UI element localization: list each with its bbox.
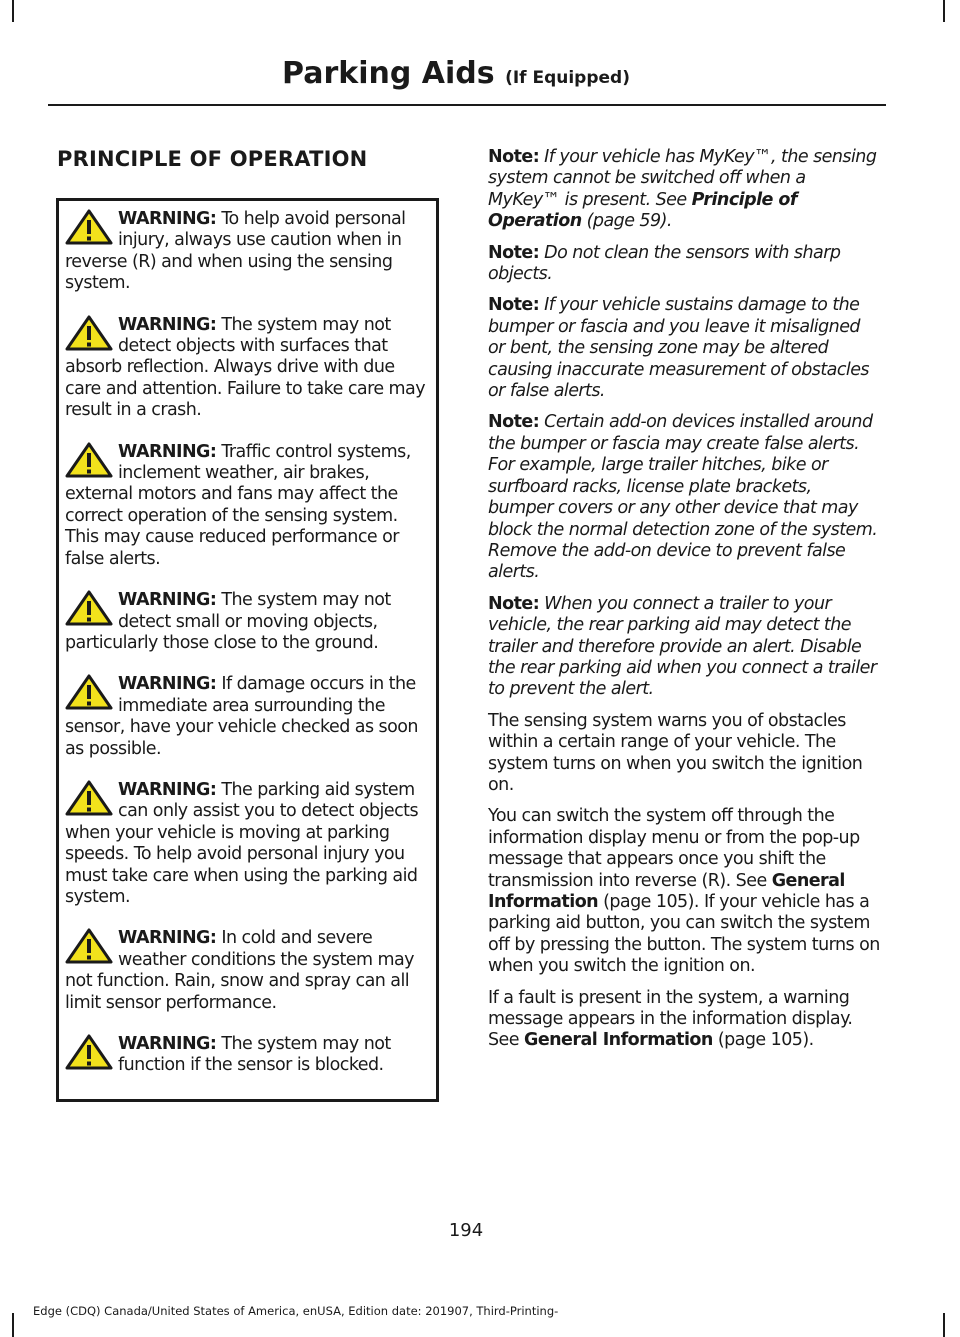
warning-text: The system may not detect small or moving objects, particularly those close to the ground. [65,590,391,653]
warning-text: The system may not detect objects with surfaces that absorb reflection. Always drive with due care and attention. Failure to take care may result in a crash. [65,314,426,421]
body-text: If a fault is present in the system, a warning message appears in the information display. See [488,987,853,1051]
note-text: If your vehicle sustains damage to the bumper or fascia and you leave it misaligned or bent, the sensing zone may be altered causing inaccurate measurement of obstacles or false alerts. [488,295,870,402]
page-number: 194 [448,1220,484,1241]
warning-text: To help avoid personal injury, always use caution when in reverse (R) and when using the sensing system. [65,209,406,294]
body-paragraph [488,988,880,1052]
warning-label: WARNING: [118,779,217,800]
warning-triangle-icon [65,780,113,816]
note-label: Note: [488,412,540,433]
warning-item [65,315,432,422]
warning-triangle-icon [65,315,113,351]
note-label: Note: [488,242,540,263]
cross-reference-link[interactable]: Principle of Operation [488,189,797,232]
warning-triangle-icon [65,928,113,964]
right-column [488,147,880,1062]
warning-item [65,209,432,295]
note-text: Certain add-on devices installed around the bumper or fascia may create false alerts. For example, large trailer hitches, bike or surfboard racks, license plate brackets, bumper covers or any other device that may block the normal detection zone of the system. Remove the add-on device to prevent false alerts. [488,412,878,583]
body-paragraph: The sensing system warns you of obstacles within a certain range of your vehicle. The system turns on when you switch the ignition on. [488,710,863,795]
warning-box [56,198,439,1102]
warning-text: The system may not function if the sensor is blocked. [118,1034,391,1076]
warning-triangle-icon [65,674,113,710]
note-label: Note: [488,593,540,614]
warning-label: WARNING: [118,441,217,462]
body-text: (page 105). [717,1030,814,1051]
crop-mark [943,0,945,22]
warning-triangle-icon [65,590,113,626]
note-label: Note: [488,295,540,316]
warning-text: The parking aid system can only assist you to detect objects when your vehicle is moving at parking speeds. To help avoid personal injury you must take care when using the parking aid system. [65,779,419,907]
crop-mark [943,1313,945,1337]
warning-triangle-icon [65,1034,113,1070]
note-paragraph [488,295,880,402]
cross-reference-link[interactable]: General Information [524,1030,713,1051]
body-paragraph [488,806,880,977]
note-text: When you connect a trailer to your vehicle, the rear parking aid may detect the trailer and therefore provide an alert. Disable the rear parking aid when you connect a trailer to prevent the alert. [488,593,877,700]
warning-text: If damage occurs in the immediate area surrounding the sensor, have your vehicle checked as soon as possible. [65,674,418,759]
warning-label: WARNING: [118,674,217,695]
note-label: Note: [488,147,540,167]
note-text: Do not clean the sensors with sharp objects. [488,242,841,285]
crop-mark [12,0,14,22]
section-heading: PRINCIPLE OF OPERATION [57,147,368,171]
warning-triangle-icon [65,209,113,245]
note-text: If your vehicle has MyKey™, the sensing system cannot be switched off when a MyKey™ is present. See [488,147,877,210]
body-text: (page 105). If your vehicle has a parking aid button, you can switch the system off by pressing the button. The system turns on when you switch the ignition on. [488,892,880,977]
body-text: You can switch the system off through the information display menu or from the pop-up message that appears once you shift the transmission into reverse (R). See [488,806,860,891]
note-paragraph [488,243,880,286]
note-paragraph [488,594,880,701]
warning-label: WARNING: [118,209,217,229]
note-paragraph [488,412,880,583]
cross-reference-link[interactable]: General Information [488,870,845,912]
warning-label: WARNING: [118,1034,217,1054]
warning-label: WARNING: [118,928,217,949]
page-title [282,56,630,91]
chapter-subtitle: (If Equipped) [505,68,630,88]
note-paragraph [488,147,880,233]
warning-item [65,590,432,654]
warning-label: WARNING: [118,590,217,611]
warning-item [65,928,432,1014]
warning-label: WARNING: [118,314,217,335]
warning-item [65,780,432,908]
warning-item [65,442,432,570]
chapter-title: Parking Aids [282,56,495,91]
warning-item [65,1034,432,1077]
warning-item [65,674,432,760]
crop-mark [12,1313,14,1337]
warning-text: Traffic control systems, inclement weather, air brakes, external motors and fans may affect the correct operation of the sensing system. This may cause reduced performance or false alerts. [65,441,411,569]
warning-text: In cold and severe weather conditions the system may not function. Rain, snow and spray can all limit sensor performance. [65,928,414,1013]
footer-edition: Edge (CDQ) Canada/United States of America, enUSA, Edition date: 201907, Third-Printing- [33,1304,559,1318]
warning-triangle-icon [65,442,113,478]
note-text: (page 59). [586,211,672,232]
header-rule [48,104,886,106]
